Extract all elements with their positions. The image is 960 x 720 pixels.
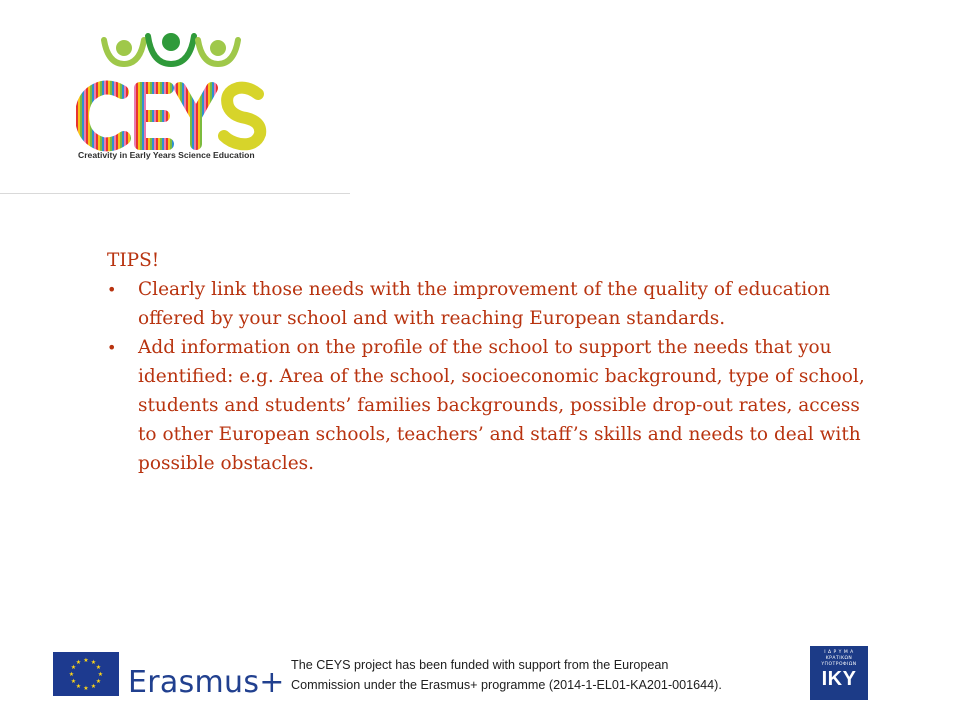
svg-text:★: ★ — [68, 671, 75, 678]
iky-subtitle: Ι Δ Ρ Υ Μ Α ΚΡΑΤΙΚΩΝ ΥΠΟΤΡΟΦΙΩΝ — [821, 650, 857, 667]
funding-notice — [291, 655, 791, 695]
svg-text:★: ★ — [97, 671, 104, 678]
svg-text:★: ★ — [70, 664, 77, 671]
svg-text:★: ★ — [90, 683, 97, 690]
ceys-logo — [76, 30, 276, 165]
tips-heading: TIPS! — [107, 250, 160, 271]
list-item — [107, 333, 867, 478]
eu-flag-icon — [53, 652, 119, 696]
logo-tagline: Creativity in Early Years Science Education — [78, 150, 255, 160]
bullet-icon: • — [107, 280, 117, 299]
iky-label: IKY — [821, 668, 857, 690]
list-item — [107, 275, 867, 333]
tips-section — [107, 246, 867, 478]
tip-text: Clearly link those needs with the improvement of the quality of education offered by your school and with reaching European standards. — [138, 279, 831, 329]
funding-line: Commission under the Erasmus+ programme (2014-1-EL01-KA201-001644). — [291, 678, 722, 692]
svg-text:★: ★ — [83, 657, 89, 664]
erasmus-plus-logo: Erasmus+ — [128, 665, 285, 700]
tips-list — [107, 275, 867, 478]
svg-text:★: ★ — [75, 683, 82, 690]
iky-logo — [810, 646, 868, 700]
header-divider — [0, 193, 350, 194]
svg-text:★: ★ — [75, 659, 82, 666]
tip-text: Add information on the profile of the school to support the needs that you identified: e.g. Area of the school, socioeconomic background, type of school, students and students’ families backgrounds, possible drop-out rates, access to other European schools, teachers’ and staff’s skills and needs to deal with possible obstacles. — [138, 337, 865, 474]
footer — [0, 640, 960, 720]
children-figures-icon — [96, 30, 246, 72]
bullet-icon: • — [107, 338, 117, 357]
svg-text:★: ★ — [83, 685, 89, 692]
svg-text:★: ★ — [95, 664, 102, 671]
svg-text:★: ★ — [95, 678, 102, 685]
svg-text:★: ★ — [70, 678, 77, 685]
svg-text:★: ★ — [90, 659, 97, 666]
funding-line: The CEYS project has been funded with support from the European — [291, 658, 669, 672]
